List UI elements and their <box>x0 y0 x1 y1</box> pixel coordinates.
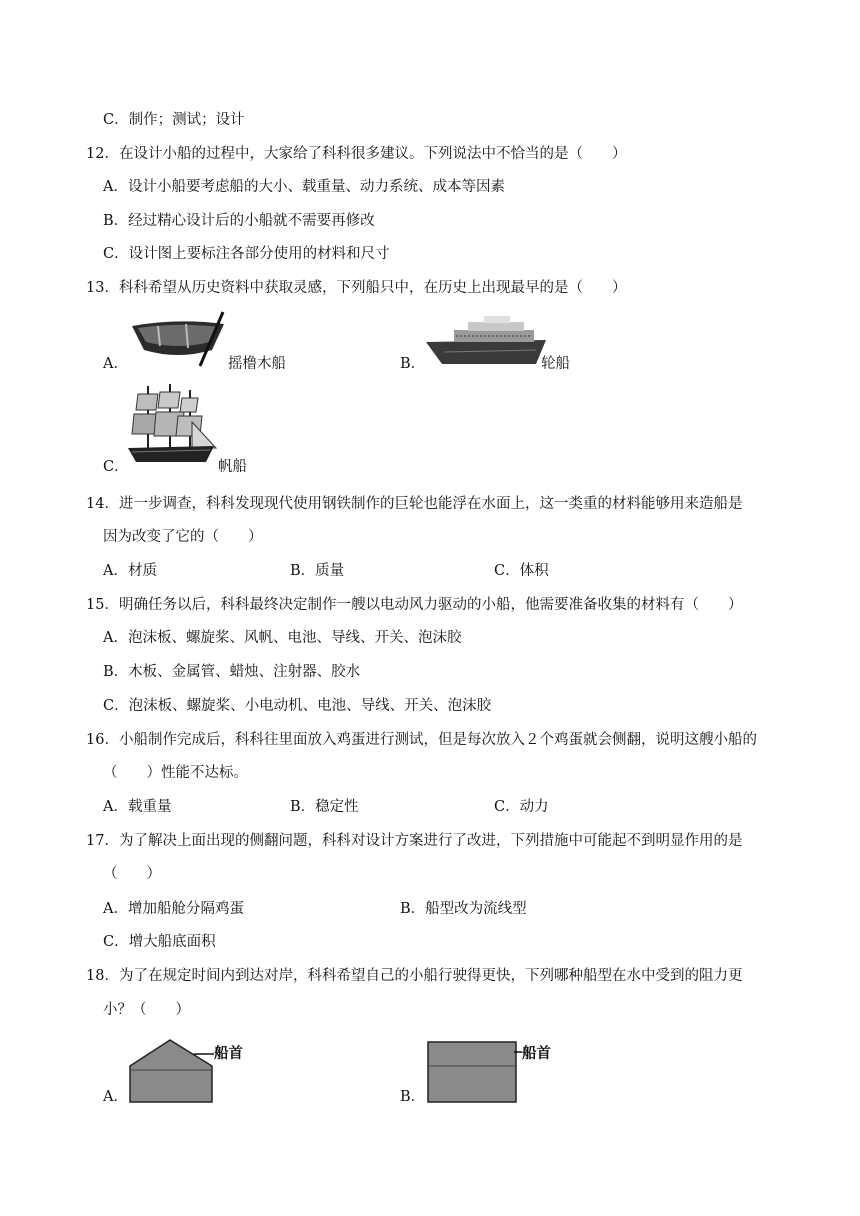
q18-option-a-label: A． <box>103 1089 128 1105</box>
q12-option-b: B．经过精心设计后的小船就不需要再修改 <box>103 213 375 229</box>
q18-stem-line1: 18．为了在规定时间内到达对岸，科科希望自己的小船行驶得更快，下列哪种船型在水中受到的阻力更 <box>86 968 743 984</box>
q14-stem-line2: 因为改变了它的（ ） <box>103 529 263 545</box>
q13-option-c-caption: 帆船 <box>218 459 247 475</box>
pointed-bow-hull-image <box>128 1036 224 1104</box>
q15-option-c: C．泡沫板、螺旋桨、小电动机、电池、导线、开关、泡沫胶 <box>103 698 492 714</box>
q17-stem-line1: 17．为了解决上面出现的侧翻问题，科科对设计方案进行了改进，下列措施中可能起不到明显作用的是 <box>86 833 743 849</box>
q17-stem-line2: （ ） <box>103 866 161 882</box>
rowing-boat-image <box>128 310 228 368</box>
ocean-liner-image <box>424 316 548 368</box>
q15-option-a: A．泡沫板、螺旋桨、风帆、电池、导线、开关、泡沫胶 <box>103 630 462 646</box>
q13-option-a-label: A． <box>103 356 128 372</box>
q17-option-a: A．增加船舱分隔鸡蛋 <box>103 901 244 917</box>
q13-option-a-caption: 摇橹木船 <box>228 356 286 372</box>
q16-stem-line1: 16．小船制作完成后，科科往里面放入鸡蛋进行测试，但是每次放入２个鸡蛋就会侧翻，说明这艘小船的 <box>86 732 757 748</box>
q12-option-a: A．设计小船要考虑船的大小、载重量、动力系统、成本等因素 <box>103 179 505 195</box>
q14-option-c: C．体积 <box>494 563 549 579</box>
q12-option-c: C．设计图上要标注各部分使用的材料和尺寸 <box>103 246 390 262</box>
q12-stem: 12．在设计小船的过程中，大家给了科科很多建议。下列说法中不恰当的是（ ） <box>86 146 627 162</box>
q15-option-b: B．木板、金属管、蜡烛、注射器、胶水 <box>103 664 361 680</box>
q14-option-b: B．质量 <box>290 563 345 579</box>
q16-option-c: C．动力 <box>494 799 549 815</box>
q18-option-b-label: B． <box>400 1089 426 1105</box>
q18-stem-line2: 小？（ ） <box>103 1002 190 1018</box>
q16-option-b: B．稳定性 <box>290 799 359 815</box>
q17-option-c: C．增大船底面积 <box>103 934 216 950</box>
q13-option-b-label: B． <box>400 356 426 372</box>
flat-bow-hull-image <box>426 1040 522 1104</box>
q11-option-c: C．制作；测试；设计 <box>103 112 245 128</box>
q16-option-a: A．载重量 <box>103 799 172 815</box>
q16-stem-line2: （ ）性能不达标。 <box>103 765 248 781</box>
sailing-ship-image <box>126 382 218 474</box>
q14-option-a: A．材质 <box>103 563 157 579</box>
q14-stem-line1: 14．进一步调查，科科发现现代使用钢铁制作的巨轮也能浮在水面上，这一类重的材料能够用来造船是 <box>86 496 743 512</box>
q18-option-a-bow-label: 船首 <box>214 1046 243 1062</box>
q13-option-c-label: C． <box>103 459 129 475</box>
q17-option-b: B．船型改为流线型 <box>400 901 527 917</box>
q15-stem: 15．明确任务以后，科科最终决定制作一艘以电动风力驱动的小船，他需要准备收集的材料有（ ） <box>86 597 743 613</box>
q13-option-b-caption: 轮船 <box>541 356 570 372</box>
q13-stem: 13．科科希望从历史资料中获取灵感，下列船只中，在历史上出现最早的是（ ） <box>86 280 627 296</box>
q18-option-b-bow-label: 船首 <box>522 1046 551 1062</box>
